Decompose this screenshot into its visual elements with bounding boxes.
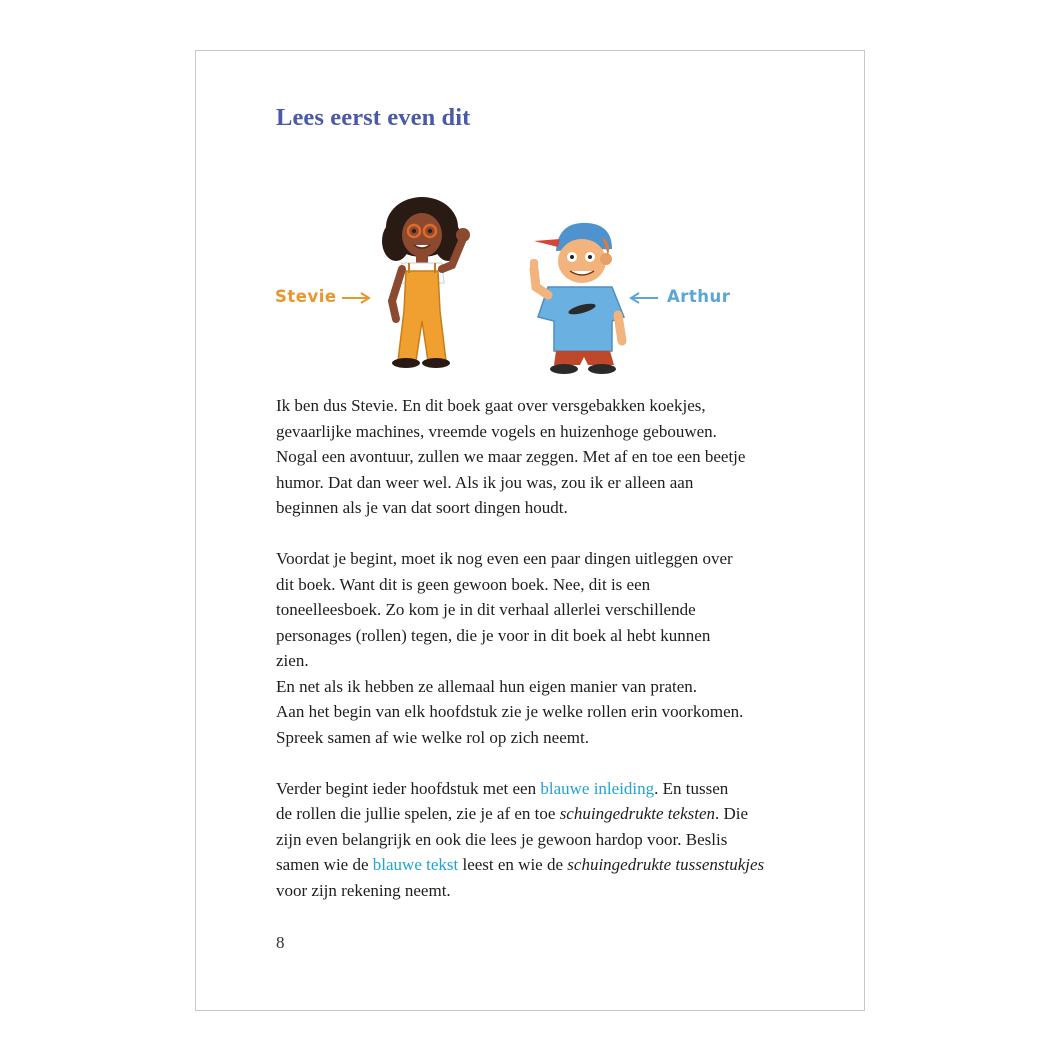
- arrow-left-icon: [629, 292, 659, 304]
- text-line: Ik ben dus Stevie. En dit boek gaat over versgebakken koekjes,: [276, 396, 706, 415]
- paragraph-3: [276, 776, 796, 904]
- text-segment: de rollen die jullie spelen, zie je af en toe: [276, 804, 560, 823]
- page-number: 8: [276, 933, 285, 952]
- book-page: [195, 50, 865, 1011]
- text-line: Voordat je begint, moet ik nog even een paar dingen uitleggen over: [276, 549, 733, 568]
- text-line: gevaarlijke machines, vreemde vogels en huizenhoge gebouwen.: [276, 421, 717, 441]
- text-line: toneelleesboek. Zo kom je in dit verhaal allerlei verschillende: [276, 600, 696, 619]
- body-text: [276, 393, 796, 929]
- text-line: Aan het begin van elk hoofdstuk zie je welke rollen erin voorkomen.: [276, 702, 744, 721]
- characters-illustration: [266, 191, 746, 381]
- blue-text-highlight: blauwe tekst: [372, 855, 459, 874]
- text-line: voor zijn rekening neemt.: [276, 880, 451, 900]
- text-line: humor. Dat dan weer wel. Als ik jou was, zou ik er alleen aan: [276, 472, 694, 492]
- text-line: beginnen als je van dat soort dingen houdt.: [276, 498, 568, 517]
- stevie-figure: [382, 197, 470, 368]
- text-line: Spreek samen af wie welke rol op zich neemt.: [276, 727, 589, 747]
- blue-intro-highlight: blauwe inleiding: [540, 778, 655, 798]
- text-segment: samen wie de: [276, 855, 373, 874]
- text-segment: Verder begint ieder hoofdstuk met een: [276, 778, 541, 798]
- text-segment: . Die: [715, 804, 749, 823]
- italic-text: schuingedrukte tussenstukjes: [567, 855, 765, 874]
- text-line: En net als ik hebben ze allemaal hun eigen manier van praten.: [276, 676, 698, 696]
- text-line: [276, 801, 796, 827]
- text-line: dit boek. Want dit is geen gewoon boek. Nee, dit is een: [276, 574, 651, 594]
- italic-text: schuingedrukte teksten: [559, 804, 715, 823]
- page-title: Lees eerst even dit: [276, 104, 471, 131]
- arthur-label: Arthur: [667, 287, 731, 306]
- arthur-figure: [530, 223, 624, 374]
- text-line: [276, 852, 796, 878]
- text-line: zijn even belangrijk en ook die lees je gewoon hardop voor. Beslis: [276, 829, 728, 849]
- stevie-label: Stevie: [275, 287, 337, 306]
- text-line: zien.: [276, 651, 309, 670]
- text-line: personages (rollen) tegen, die je voor in dit boek al hebt kunnen: [276, 625, 711, 645]
- text-segment: leest en wie de: [458, 855, 568, 874]
- paragraph-1: [276, 393, 796, 521]
- paragraph-2: [276, 546, 796, 750]
- text-segment: . En tussen: [654, 778, 729, 798]
- text-line: [276, 776, 796, 802]
- arrow-right-icon: [341, 292, 371, 304]
- text-line: Nogal een avontuur, zullen we maar zeggen. Met af en toe een beetje: [276, 447, 746, 466]
